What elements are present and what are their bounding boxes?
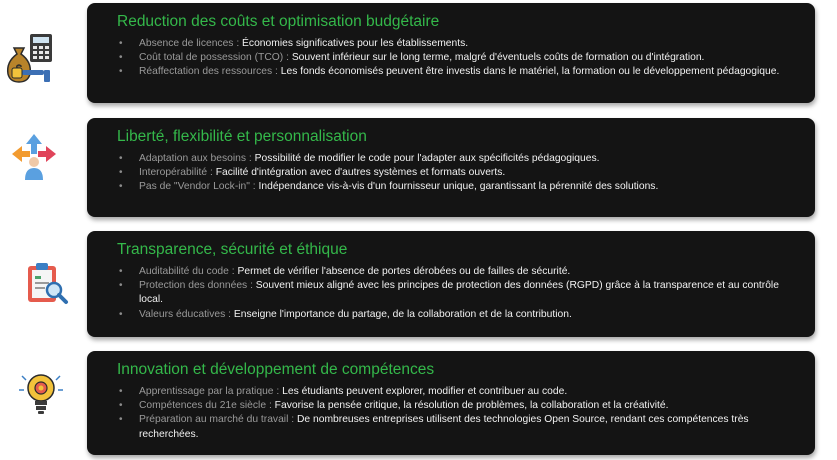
item-text: Les fonds économisés peuvent être investis dans le matériel, la formation ou le développement pédagogique.: [280, 66, 780, 78]
money-bag-calculator-icon: [4, 30, 60, 86]
list-item: • Interopérabilité : Facilité d'intégration avec d'autres systèmes et formats ouverts.: [139, 166, 801, 180]
item-label: Préparation au marché du travail: [139, 414, 289, 426]
bullet-list: [117, 265, 801, 322]
section-title: Transparence, sécurité et éthique: [117, 241, 348, 258]
item-text: Favorise la pensée critique, la résolution de problèmes, la collaboration et la créativité.: [274, 400, 669, 412]
item-text: De nombreuses entreprises utilisent des technologies Open Source, rendant ces compétences très recherchées.: [139, 414, 749, 440]
list-item: • Absence de licences : Économies significatives pour les établissements.: [139, 37, 801, 51]
item-label: Pas de "Vendor Lock-in": [139, 181, 250, 193]
section-card-transparency: [87, 231, 815, 337]
item-label: Interopérabilité: [139, 167, 208, 179]
item-text: Souvent mieux aligné avec les principes de protection des données (RGPD) grâce à la transparence et au contrôle local.: [139, 280, 779, 306]
item-label: Protection des données: [139, 280, 248, 292]
item-text: Possibilité de modifier le code pour l'adapter aux spécificités pédagogiques.: [254, 153, 600, 164]
item-label: Auditabilité du code: [139, 266, 229, 277]
item-text: Les étudiants peuvent explorer, modifier et contribuer au code.: [282, 386, 568, 397]
list-item: • Coût total de possession (TCO) : Souvent inférieur sur le long terme, malgré d'éventuels coûts de formation ou d'intégration.: [139, 51, 801, 65]
section-card-freedom: [87, 118, 815, 217]
list-item: • Auditabilité du code : Permet de vérifier l'absence de portes dérobées ou de failles de sécurité.: [139, 265, 801, 279]
list-item: • Compétences du 21e siècle : Favorise la pensée critique, la résolution de problèmes, la collaboration et la créativité.: [139, 399, 801, 413]
item-text: Permet de vérifier l'absence de portes dérobées ou de failles de sécurité.: [237, 266, 571, 277]
item-text: Enseigne l'importance du partage, de la collaboration et de la contribution.: [233, 308, 572, 320]
section-title: Innovation et développement de compétences: [117, 361, 435, 378]
item-label: Coût total de possession (TCO): [139, 52, 284, 64]
section-title: Reduction des coûts et optimisation budgétaire: [117, 13, 440, 30]
item-label: Apprentissage par la pratique: [139, 386, 274, 397]
item-label: Compétences du 21e siècle: [139, 400, 267, 412]
item-label: Absence de licences: [139, 38, 234, 49]
list-item: • Protection des données : Souvent mieux aligné avec les principes de protection des données (RGPD) grâce à la transparence et au contrôle local.: [139, 279, 801, 307]
list-item: • Apprentissage par la pratique : Les étudiants peuvent explorer, modifier et contribuer au code.: [139, 385, 801, 399]
item-label: Valeurs éducatives: [139, 308, 226, 320]
item-text: Facilité d'intégration avec d'autres systèmes et formats ouverts.: [215, 167, 506, 179]
item-text: Indépendance vis-à-vis d'un fournisseur unique, garantissant la pérennité des solutions.: [258, 181, 659, 193]
bullet-list: [117, 152, 801, 195]
section-card-innovation: [87, 351, 815, 455]
item-label: Réaffectation des ressources: [139, 66, 273, 78]
item-text: Économies significatives pour les établissements.: [242, 38, 469, 49]
list-item: • Préparation au marché du travail : De nombreuses entreprises utilisent des technologies Open Source, rendant ces compétences très recherchées.: [139, 413, 801, 441]
bullet-list: [117, 385, 801, 442]
section-title: Liberté, flexibilité et personnalisation: [117, 128, 367, 145]
item-label: Adaptation aux besoins: [139, 153, 247, 164]
item-text: Souvent inférieur sur le long terme, malgré d'éventuels coûts de formation ou d'intégration.: [291, 52, 705, 64]
section-card-cost: [87, 3, 815, 103]
list-item: • Valeurs éducatives : Enseigne l'importance du partage, de la collaboration et de la contribution.: [139, 308, 801, 322]
list-item: • Adaptation aux besoins : Possibilité de modifier le code pour l'adapter aux spécificités pédagogiques.: [139, 152, 801, 166]
clipboard-magnifier-icon: [22, 260, 70, 308]
bullet-list: [117, 37, 801, 80]
list-item: • Réaffectation des ressources : Les fonds économisés peuvent être investis dans le matériel, la formation ou le développement pédagogique.: [139, 65, 801, 79]
person-directions-arrows-icon: [6, 130, 62, 186]
list-item: • Pas de "Vendor Lock-in" : Indépendance vis-à-vis d'un fournisseur unique, garantissant la pérennité des solutions.: [139, 180, 801, 194]
lightbulb-gear-icon: [16, 368, 66, 418]
